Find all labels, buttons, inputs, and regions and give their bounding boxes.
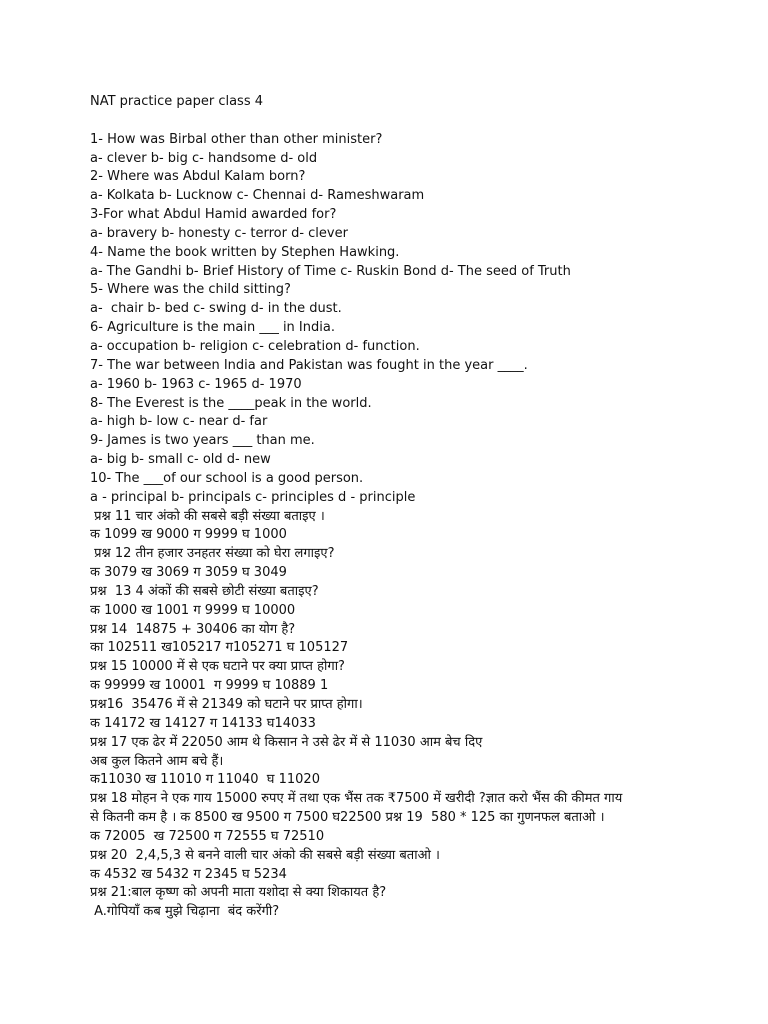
text-line: प्रश्न 15 10000 में से एक घटाने पर क्या प्राप्त होगा? bbox=[90, 659, 345, 675]
text-line: क 72005 ख 72500 ग 72555 घ 72510 bbox=[90, 828, 325, 844]
text-line: क 4532 ख 5432 ग 2345 घ 5234 bbox=[90, 866, 287, 882]
text-line: a- 1960 b- 1963 c- 1965 d- 1970 bbox=[90, 376, 302, 392]
text-line: a- big b- small c- old d- new bbox=[90, 452, 271, 468]
text-line: a- The Gandhi b- Brief History of Time c- Ruskin Bond d- The seed of Truth bbox=[90, 263, 571, 279]
text-line: प्रश्न 20 2,4,5,3 से बनने वाली चार अंको की सबसे बड़ी संख्या बताओ । bbox=[90, 847, 440, 863]
text-line: 5- Where was the child sitting? bbox=[90, 282, 291, 298]
text-line: 1- How was Birbal other than other minister? bbox=[90, 131, 383, 147]
text-line: का 102511 ख105217 ग105271 घ 105127 bbox=[90, 640, 349, 656]
text-line: क 99999 ख 10001 ग 9999 घ 10889 1 bbox=[90, 678, 329, 694]
text-line: प्रश्न 21:बाल कृष्ण को अपनी माता यशोदा से क्या शिकायत है? bbox=[90, 885, 387, 901]
text-line: 3-For what Abdul Hamid awarded for? bbox=[90, 207, 337, 223]
text-line: क 14172 ख 14127 ग 14133 घ14033 bbox=[90, 715, 316, 731]
text-line: प्रश्न 13 4 अंकों की सबसे छोटी संख्या बताइए? bbox=[90, 583, 319, 599]
text-line: 9- James is two years ___ than me. bbox=[90, 433, 315, 449]
text-line: क11030 ख 11010 ग 11040 घ 11020 bbox=[90, 772, 320, 788]
text-line: 2- Where was Abdul Kalam born? bbox=[90, 169, 306, 185]
text-line: क 1099 ख 9000 ग 9999 घ 1000 bbox=[90, 527, 287, 543]
text-line: a- clever b- big c- handsome d- old bbox=[90, 150, 318, 166]
text-line: प्रश्न 12 तीन हजार उनहतर संख्या को घेरा लगाइए? bbox=[90, 546, 335, 562]
text-line: a- high b- low c- near d- far bbox=[90, 414, 268, 430]
text-line: a- occupation b- religion c- celebration d- function. bbox=[90, 338, 420, 354]
text-line: A.गोपियाँ कब मुझे चिढ़ाना बंद करेंगी? bbox=[90, 904, 280, 920]
text-line: क 3079 ख 3069 ग 3059 घ 3049 bbox=[90, 565, 287, 581]
text-line: a- chair b- bed c- swing d- in the dust. bbox=[90, 301, 342, 317]
question-list bbox=[90, 131, 760, 922]
text-line: प्रश्न 17 एक ढेर में 22050 आम थे किसान ने उसे ढेर में से 11030 आम बेच दिए bbox=[90, 734, 483, 750]
document-body bbox=[90, 93, 760, 922]
text-line: प्रश्न 14 14875 + 30406 का योग है? bbox=[90, 621, 296, 637]
text-line: प्रश्न16 35476 में से 21349 को घटाने पर प्राप्त होगा। bbox=[90, 697, 363, 712]
document-title: NAT practice paper class 4 bbox=[90, 94, 263, 109]
text-line: क 1000 ख 1001 ग 9999 घ 10000 bbox=[90, 602, 296, 618]
text-line: 8- The Everest is the ____peak in the world. bbox=[90, 395, 372, 411]
text-line: 7- The war between India and Pakistan was fought in the year ____. bbox=[90, 357, 528, 373]
text-line: 6- Agriculture is the main ___ in India. bbox=[90, 320, 335, 336]
text-line: a- bravery b- honesty c- terror d- clever bbox=[90, 225, 348, 241]
text-line: a - principal b- principals c- principles d - principle bbox=[90, 489, 416, 505]
text-line: अब कुल कितने आम बचे हैं। bbox=[90, 753, 224, 769]
text-line: से कितनी कम है । क 8500 ख 9500 ग 7500 घ22500 प्रश्न 19 580 * 125 का गुणनफल बताओ । bbox=[90, 810, 605, 826]
text-line: प्रश्न 18 मोहन ने एक गाय 15000 रुपए में तथा एक भैंस तक ₹7500 में खरीदी ?ज्ञात करो भैंस की कीमत गाय bbox=[90, 791, 623, 807]
text-line: प्रश्न 11 चार अंको की सबसे बड़ी संख्या बताइए । bbox=[90, 508, 325, 524]
text-line: a- Kolkata b- Lucknow c- Chennai d- Rameshwaram bbox=[90, 188, 425, 204]
text-line: 10- The ___of our school is a good person. bbox=[90, 470, 364, 486]
text-line: 4- Name the book written by Stephen Hawking. bbox=[90, 244, 400, 260]
